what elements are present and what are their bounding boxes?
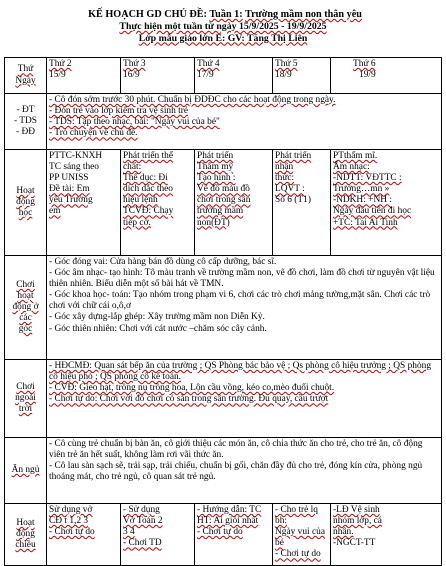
activity-tuesday [121, 150, 195, 256]
cell-line: chơi trong sân [197, 195, 251, 206]
corner-play-line: - Góc khoa học- toán: Tạo nhóm trong phạm vi 6, chơi các trò chơi mảng tường,mặt sân. Chơi các trò chơi với chữ cái o,ô,ơ [49, 290, 431, 312]
cell-line: -NDTT: VĐTTC : [333, 173, 402, 184]
cell-line: - Chơi tự do [197, 527, 243, 538]
cell-line: Vở Toán 2 [123, 516, 163, 527]
cell-line: Thẩm mỹ [197, 162, 234, 173]
corner-play-content [47, 256, 442, 360]
plan-title [0, 9, 446, 21]
activity-row [5, 150, 442, 256]
afternoon-monday [47, 504, 121, 566]
corner-play-label-cell [5, 256, 47, 360]
day-header-friday [331, 58, 442, 94]
morning-content [47, 94, 442, 150]
cell-line: yêu Trường [49, 195, 93, 206]
cell-line: - Hướng dẫn: TC [197, 505, 262, 515]
cell-line: Phát triển [275, 151, 312, 161]
eating-line: - Cô cùng trẻ chuẩn bị bàn ăn, cô giới thiệu các món ăn, cô chia thức ăn cho trẻ, cho trẻ ăn, cô động viên trẻ ăn hết suất, không làm rơi vãi thức ăn. [49, 439, 423, 461]
cell-line: Phát triển thể [123, 151, 173, 161]
day-date: 18/9 [275, 70, 292, 81]
cell-line: -NDKH: +NH : [333, 195, 392, 206]
afternoon-row [5, 504, 442, 566]
cell-line: Tạo hình : [197, 173, 236, 184]
activity-label-cell [5, 150, 47, 256]
cell-line: LQVT : [275, 184, 305, 195]
day-name: Thứ 2 [49, 59, 72, 69]
morning-line: - Cô đón sớm trước 30 phút. Chuẩn bị ĐDĐC cho các hoạt động trong ngày. [49, 95, 336, 105]
eating-label-cell [5, 438, 47, 504]
cell-line: - Cho trẻ lq bh: [275, 505, 318, 527]
cell-line: PP UNISS [49, 173, 89, 184]
cell-line: - Chơi TD [123, 538, 162, 549]
cell-line: Vẽ đồ màu đồ [197, 184, 250, 195]
day-date: 17/9 [197, 70, 214, 81]
cell-line: TC sáng theo [49, 162, 99, 173]
cell-line: -LĐ Vệ sinh [333, 505, 380, 515]
eating-label: Ăn ngủ [11, 464, 40, 475]
document-header [0, 0, 446, 44]
cell-line: Ngày vui của [275, 527, 325, 538]
cell-line: dích dắc theo [123, 184, 173, 195]
cell-line: bé [275, 538, 284, 549]
activity-monday [47, 150, 121, 256]
activity-thursday [273, 150, 331, 256]
cell-line: Phát triển [197, 151, 234, 161]
morning-line: - Đón trẻ vào lớp kiểm tra vệ sinh trẻ [49, 106, 189, 117]
corner-label: Thứ Ngày [15, 64, 36, 86]
corner-label-cell [5, 58, 47, 94]
day-header-row [5, 58, 442, 94]
day-name: Thứ 4 [197, 59, 220, 69]
corner-play-line: - Góc đóng vai: Cửa hàng bán đồ dùng cô cấp dưỡng, bác sĩ. [49, 257, 277, 267]
day-name: Thứ 6 [353, 59, 376, 69]
cell-line: PTTC-KNXH [49, 151, 103, 161]
cell-line: chất: [123, 162, 142, 173]
cell-line: Số 6 (T1) [275, 195, 311, 206]
day-header-tuesday [121, 58, 195, 94]
activity-wednesday [195, 150, 273, 256]
morning-line: - TDS: Tập theo nhạc, bài: "Ngày vui của bé" [49, 117, 220, 128]
day-date: 15/9 [49, 70, 66, 81]
day-date: 16/9 [123, 70, 140, 81]
outdoor-label-cell [5, 360, 47, 438]
corner-play-line: - Góc âm nhạc- tạo hình: Tô màu tranh về trường mầm non, vẽ đồ chơi, làm đồ chơi từ nguyên vật liệu thiên nhiên. Biểu diễn một số bài hát về TMN. [49, 268, 435, 290]
outdoor-row [5, 360, 442, 438]
title-prefix: KẾ HOẠCH GD CHỦ ĐỀ: [88, 9, 207, 20]
eating-line: - Cô lau sàn sạch sẽ, trải sạp, trải chiếu, chuẩn bị gối, chăn đầy đủ cho trẻ, đóng kín cửa, phòng ngủ thoáng mát, cho trẻ ngủ, cô quan sát trẻ ngủ. [49, 461, 423, 483]
eating-content [47, 438, 442, 504]
cell-line: Trường…mn » [333, 184, 390, 195]
day-header-wednesday [195, 58, 273, 94]
cell-line: hiệu lệnh [123, 195, 158, 206]
cell-line: 3 4 [123, 527, 135, 538]
cell-line: - Chơi tự do [49, 527, 95, 538]
day-date: 19/9 [359, 70, 376, 81]
outdoor-content [47, 360, 442, 438]
class-teacher: Lớp mẫu giáo lớn E: GV: Tăng Thị Liên [138, 32, 308, 44]
cell-line: HT: Ai giỏi nhất [197, 516, 259, 527]
cell-line: TCVĐ: Chạy [123, 206, 174, 217]
cell-line: non(ĐT) [197, 217, 230, 228]
cell-line: nhận [275, 162, 294, 173]
afternoon-tuesday [121, 504, 195, 566]
corner-play-line: - Góc thiên nhiên: Chơi với cát nước –chăm sóc cây cảnh. [49, 323, 267, 334]
cell-line: trường mầm [197, 206, 244, 217]
cell-line: nhân. [333, 527, 354, 538]
afternoon-label: Hoạt động chiều [15, 517, 36, 551]
outdoor-line: - HĐCMĐ: Quan sát bếp ăn của trường ; QS Phòng bác bảo vệ ; Qs phòng cô hiệu trưởng ; QS phòng cô hiệu phó ; QS phòng cô kế toán. [49, 361, 432, 383]
activity-friday [331, 150, 442, 256]
outdoor-line: - CVĐ: Gieo hạt, trồng nụ trồng hoa, Lộn cầu vồng, kéo co,mèo đuổi chuột. [49, 383, 335, 394]
afternoon-friday [331, 504, 442, 566]
day-header-thursday [273, 58, 331, 94]
morning-row [5, 94, 442, 150]
cell-line: tiếp cờ. [123, 217, 151, 228]
cell-line: Đề tài: Em [49, 184, 90, 195]
morning-label-cell [5, 94, 47, 150]
afternoon-thursday [273, 504, 331, 566]
cell-line: - Chơi tự do [275, 549, 321, 560]
title-week: Tuần 1: [209, 9, 243, 20]
day-name: Thứ 5 [275, 59, 298, 69]
activity-label: Hoạt động học [16, 185, 35, 219]
cell-line: - Sử dụng [123, 505, 160, 515]
afternoon-label-cell [5, 504, 47, 566]
title-theme: Trường mầm non thân yêu [245, 9, 362, 20]
outdoor-label: Chơi ngoài trời [15, 381, 36, 415]
day-name: Thứ 3 [123, 59, 146, 69]
cell-line: thức: [275, 173, 295, 184]
cell-line: Thể dục: Đi [123, 173, 168, 184]
cell-line: Âm nhạc: [333, 162, 370, 173]
afternoon-wednesday [195, 504, 273, 566]
weekly-plan-table [4, 57, 442, 566]
day-header-monday [47, 58, 121, 94]
morning-label: - ĐT - TDS - ĐĐ [13, 104, 37, 138]
corner-play-line: - Góc xây dựng-lắp ghép: Xây trường mầm non Diễn Kỷ. [49, 312, 265, 323]
implement-dates: Thực hiện một tuần từ ngày 15/9/2025 - 19/9/2025 [119, 21, 327, 33]
cell-line: nhóm lớp, cá [333, 516, 382, 527]
cell-line: PTthẩm mĩ. [333, 151, 378, 161]
corner-play-label: Chơi hoạt động ở các góc [12, 279, 39, 335]
cell-line: CĐ t 1,2 3 [49, 516, 89, 527]
corner-play-row [5, 256, 442, 360]
eating-row [5, 438, 442, 504]
outdoor-line: - Chơi tự do: Chơi với đồ chơi có sẵn trong sân trường. Đu quay, cầu trượt [49, 394, 329, 405]
morning-line: - Trò chuyện về chủ đề. [49, 128, 138, 139]
cell-line: em [49, 206, 61, 217]
cell-line: Sử dụng vở [49, 505, 93, 515]
cell-line: +TC: Tai Ai Tinh [333, 217, 398, 228]
cell-line: -NGCT-TT [333, 538, 376, 549]
cell-line: Ngày đầu tiên đi học [333, 206, 412, 217]
